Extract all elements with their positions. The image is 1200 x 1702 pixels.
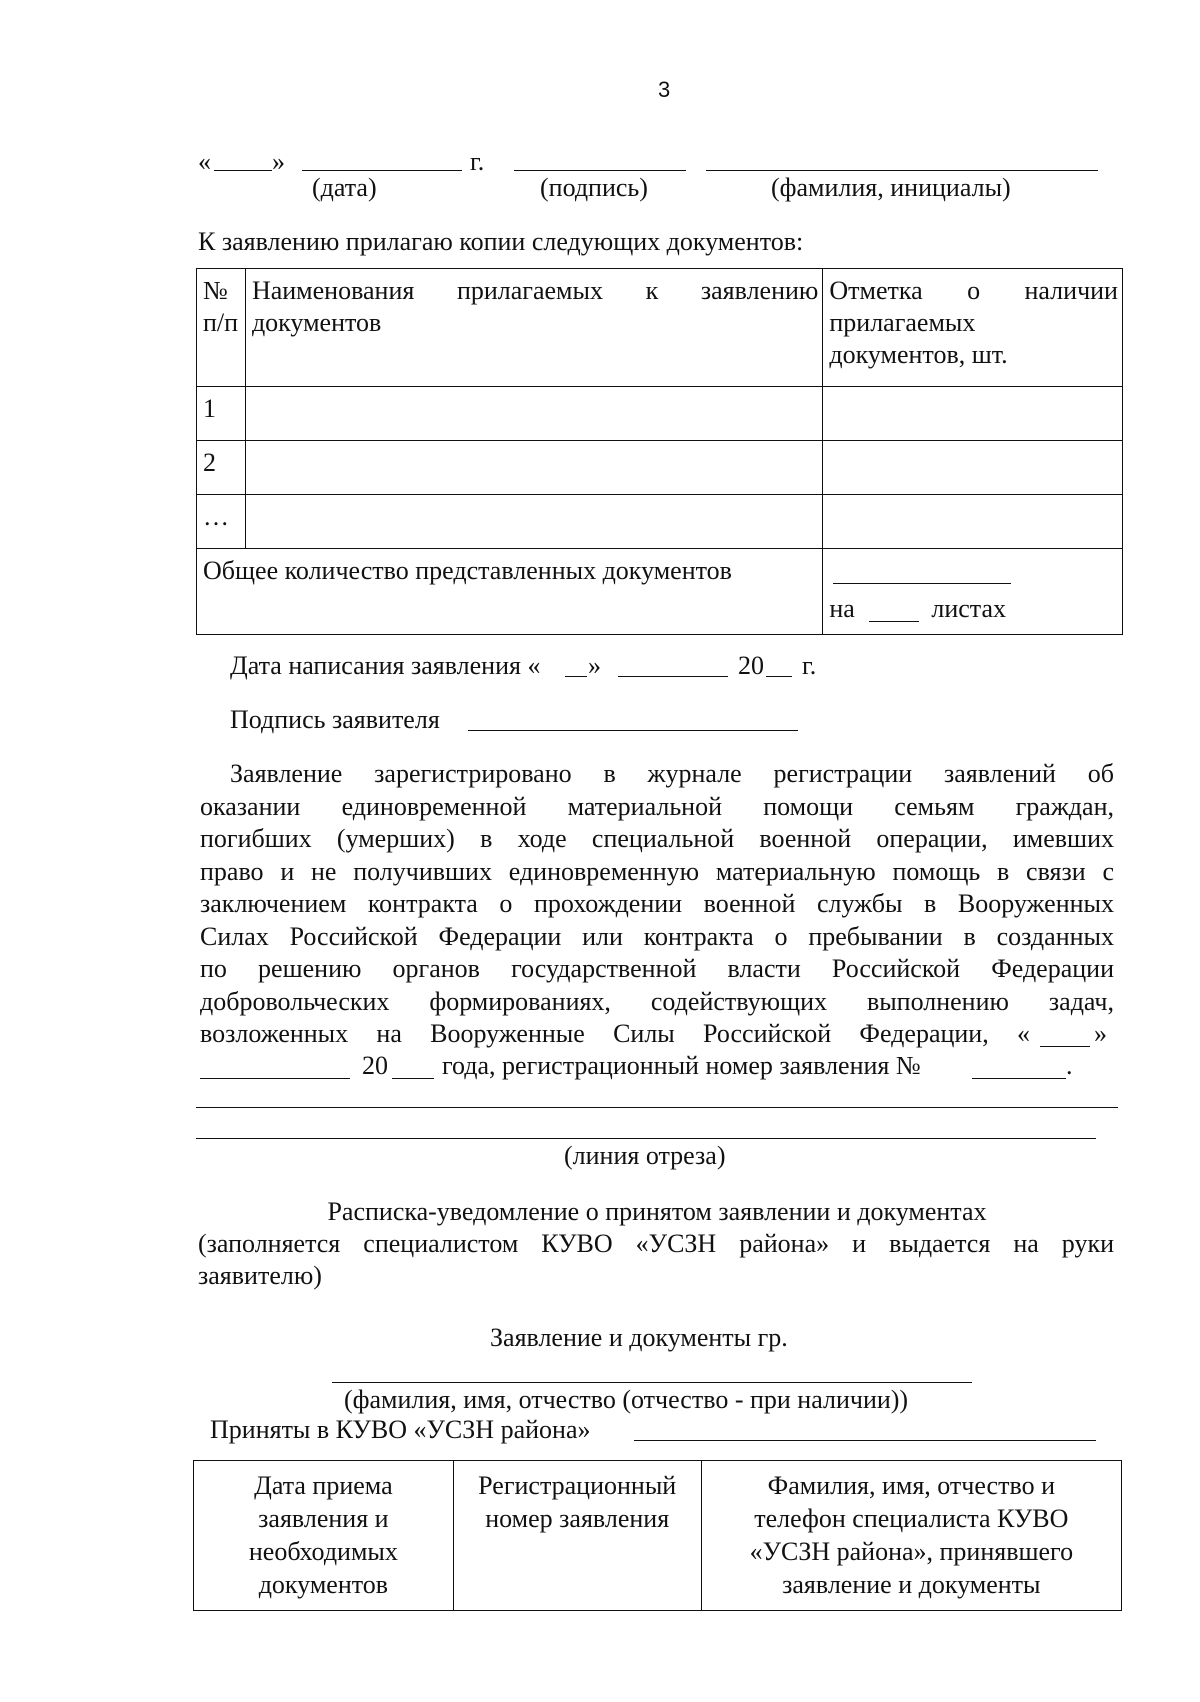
application-day-blank [565,676,587,677]
application-year-prefix: 20 [738,651,764,680]
registration-number-end: . [1066,1051,1073,1080]
accepted-blank [634,1440,1096,1441]
row-document-name [245,441,822,495]
total-label: Общее количество представленных документов [197,549,823,635]
sheets-count-blank [869,621,919,622]
registration-day-close: » [1094,1019,1107,1048]
total-value-cell [823,549,1123,635]
documents-of-label: Заявление и документы гр. [490,1323,788,1352]
receipt-header-date: Дата приема заявления и необходимых документов [194,1461,454,1611]
receipt-title: Расписка-уведомление о принятом заявлении и документах [327,1197,987,1226]
cut-line-label: (линия отреза) [564,1141,726,1170]
registration-paragraph [200,758,1114,1018]
receipt-subtitle-line2: заявителю) [198,1261,322,1290]
application-year-suffix: г. [802,651,817,680]
application-year-blank [766,676,792,677]
registration-month-blank [200,1078,350,1079]
row-document-name [245,387,822,441]
header-presence-mark [823,269,1123,387]
signature-caption: (подпись) [540,173,648,202]
name-caption: (фамилия, инициалы) [771,173,1011,202]
paragraph-line: по решению органов государственной власти Российской Федерации [200,954,1114,983]
registration-year-blank [392,1078,434,1079]
signature-blank [514,170,686,171]
row-presence-mark [823,387,1123,441]
header-document-name [245,269,822,387]
row-number: 1 [197,387,246,441]
name-blank [706,170,1098,171]
page-number: 3 [658,77,671,102]
applicant-signature-blank [468,730,798,731]
paragraph-line: Силах Российской Федерации или контракта о пребывании в созданных [200,921,1114,951]
registration-number-blank [972,1078,1066,1079]
paragraph-line: оказании единовременной материальной помощи семьям граждан, [200,791,1114,821]
header-number-line2: п/п [203,308,239,337]
paragraph-line: право и не получивших единовременную материальную помощь в связи с [200,856,1114,886]
date-close-quote: » [272,147,285,176]
accepted-label: Приняты в КУВО «УСЗН района» [210,1415,591,1444]
application-date-close: » [588,651,601,680]
date-open-quote: « [198,147,211,176]
application-month-blank [618,676,728,677]
header-document-name-line2: документов [251,308,382,337]
receipt-subtitle-line1: (заполняется специалистом КУВО «УСЗН района» и выдается на руки [198,1229,1114,1258]
year-suffix: г. [470,147,485,176]
table-row [197,441,1123,495]
fio-caption: (фамилия, имя, отчество (отчество - при наличии)) [344,1385,909,1414]
total-count-blank [833,583,1011,584]
paragraph-line: добровольческих формированиях, содействующих выполнению задач, [200,986,1114,1016]
table-total-row [197,549,1123,635]
paragraph-line: возложенных на Вооруженные Силы Российской Федерации, « [200,1019,1030,1048]
receipt-header-registration-number: Регистрационный номер заявления [453,1461,701,1611]
table-row [197,495,1123,549]
paragraph-line: погибших (умерших) в ходе специальной военной операции, имевших [200,824,1114,853]
header-number-line1: № [203,276,228,305]
total-sheets: листах [931,594,1007,623]
receipt-header-specialist: Фамилия, имя, отчество и телефон специалиста КУВО «УСЗН района», принявшего заявление и документы [701,1461,1121,1611]
table-row [197,387,1123,441]
header-number [197,269,246,387]
registration-number-label: года, регистрационный номер заявления № [442,1051,921,1080]
header-mark-line2: прилагаемых [829,308,976,337]
blank-line [196,1138,1096,1139]
row-presence-mark [823,495,1123,549]
documents-table [196,268,1123,635]
documents-table-header [197,269,1123,387]
header-mark-line1: Отметка о наличии [829,276,1118,305]
row-number: … [197,495,246,549]
month-blank [302,170,462,171]
row-document-name [245,495,822,549]
blank-line [196,1107,1118,1108]
receipt-table [193,1460,1122,1611]
application-date-label: Дата написания заявления « [230,651,541,680]
registration-day-blank [1040,1046,1090,1047]
row-number: 2 [197,441,246,495]
total-na: на [829,594,855,623]
attachments-intro: К заявлению прилагаю копии следующих документов: [198,227,804,256]
receipt-table-header [194,1461,1122,1611]
fio-blank [332,1382,972,1383]
header-mark-line3: документов, шт. [829,340,1008,369]
day-blank [214,170,272,171]
paragraph-line: заключением контракта о прохождении военной службы в Вооруженных [200,889,1114,918]
registration-year-prefix: 20 [362,1051,388,1080]
paragraph-line: Заявление зарегистрировано в журнале регистрации заявлений об [230,759,1114,788]
header-document-name-line1: Наименования прилагаемых к заявлению [251,276,819,305]
date-caption: (дата) [312,173,377,202]
row-presence-mark [823,441,1123,495]
applicant-signature-label: Подпись заявителя [230,705,440,734]
